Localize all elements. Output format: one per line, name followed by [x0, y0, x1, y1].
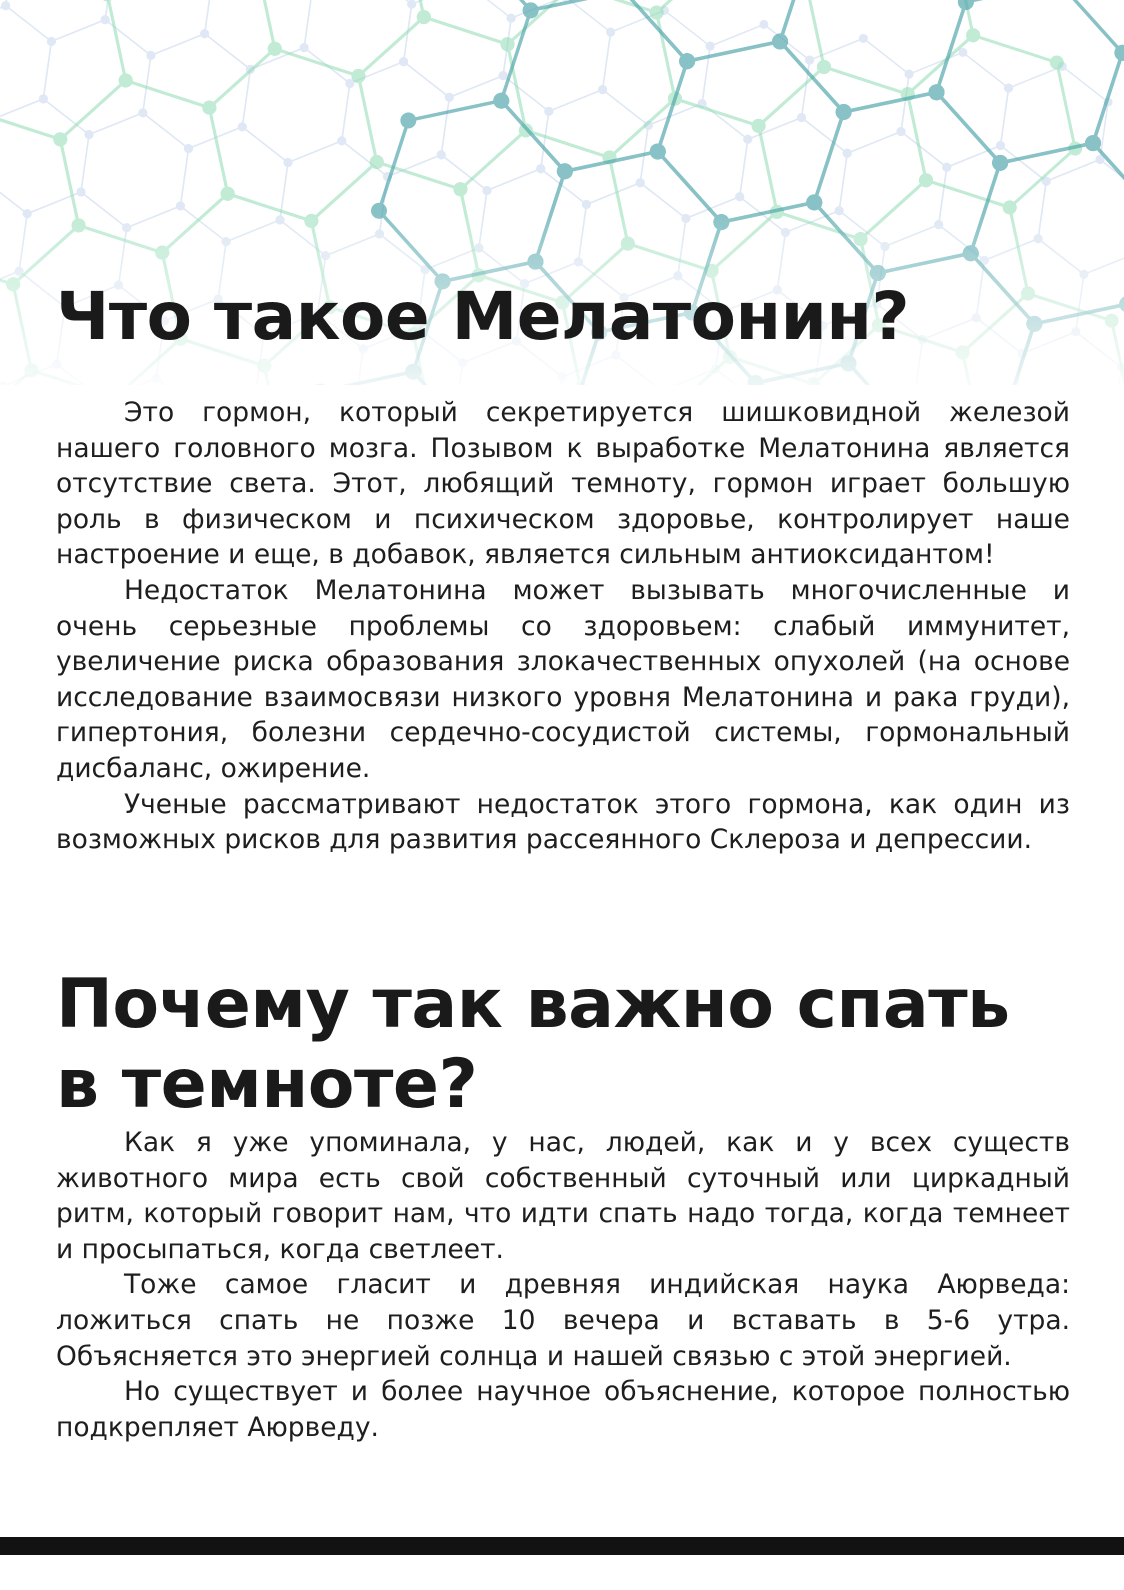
- footer-rule: [0, 1537, 1124, 1555]
- paragraph: Недостаток Мелатонина может вызывать многочисленные и очень серьезные проблемы со здоровьем: слабый иммунитет, увеличение риска образования злокачественных опухолей (на основе исследование взаимосвязи низкого уровня Мелатонина и рака груди), гипертония, болезни сердечно-сосудистой системы, гормональный дисбаланс, ожирение.: [56, 574, 1070, 784]
- paragraph: Но существует и более научное объяснение, которое полностью подкрепляет Аюрведу.: [56, 1376, 1070, 1443]
- section-melatonin-text: [56, 395, 1070, 858]
- section-dark-sleep-text: [56, 1125, 1070, 1445]
- paragraph: Как я уже упоминала, у нас, людей, как и у всех существ животного мира есть свой собственный суточный или циркадный ритм, который говорит нам, что идти спать надо тогда, когда темнеет и просыпаться, когда светлеет.: [56, 1127, 1070, 1265]
- paragraph: Тоже самое гласит и древняя индийская наука Аюрведа: ложиться спать не позже 10 вечера и вставать в 5-6 утра. Объясняется это энергией солнца и нашей связью с этой энергией.: [56, 1269, 1070, 1372]
- section-title-melatonin: Что такое Мелатонин?: [56, 278, 910, 355]
- section-title-dark-sleep: Почему так важно спать в темноте?: [56, 965, 1010, 1124]
- paragraph: Это гормон, который секретируется шишковидной железой нашего головного мозга. Позывом к выработке Мелатонина является отсутствие света. Этот, любящий темноту, гормон играет большую роль в физическом и психическом здоровье, контролирует наше настроение и еще, в добавок, является сильным антиоксидантом!: [56, 397, 1070, 571]
- paragraph: Ученые рассматривают недостаток этого гормона, как один из возможных рисков для развития рассеянного Склероза и депрессии.: [56, 788, 1070, 856]
